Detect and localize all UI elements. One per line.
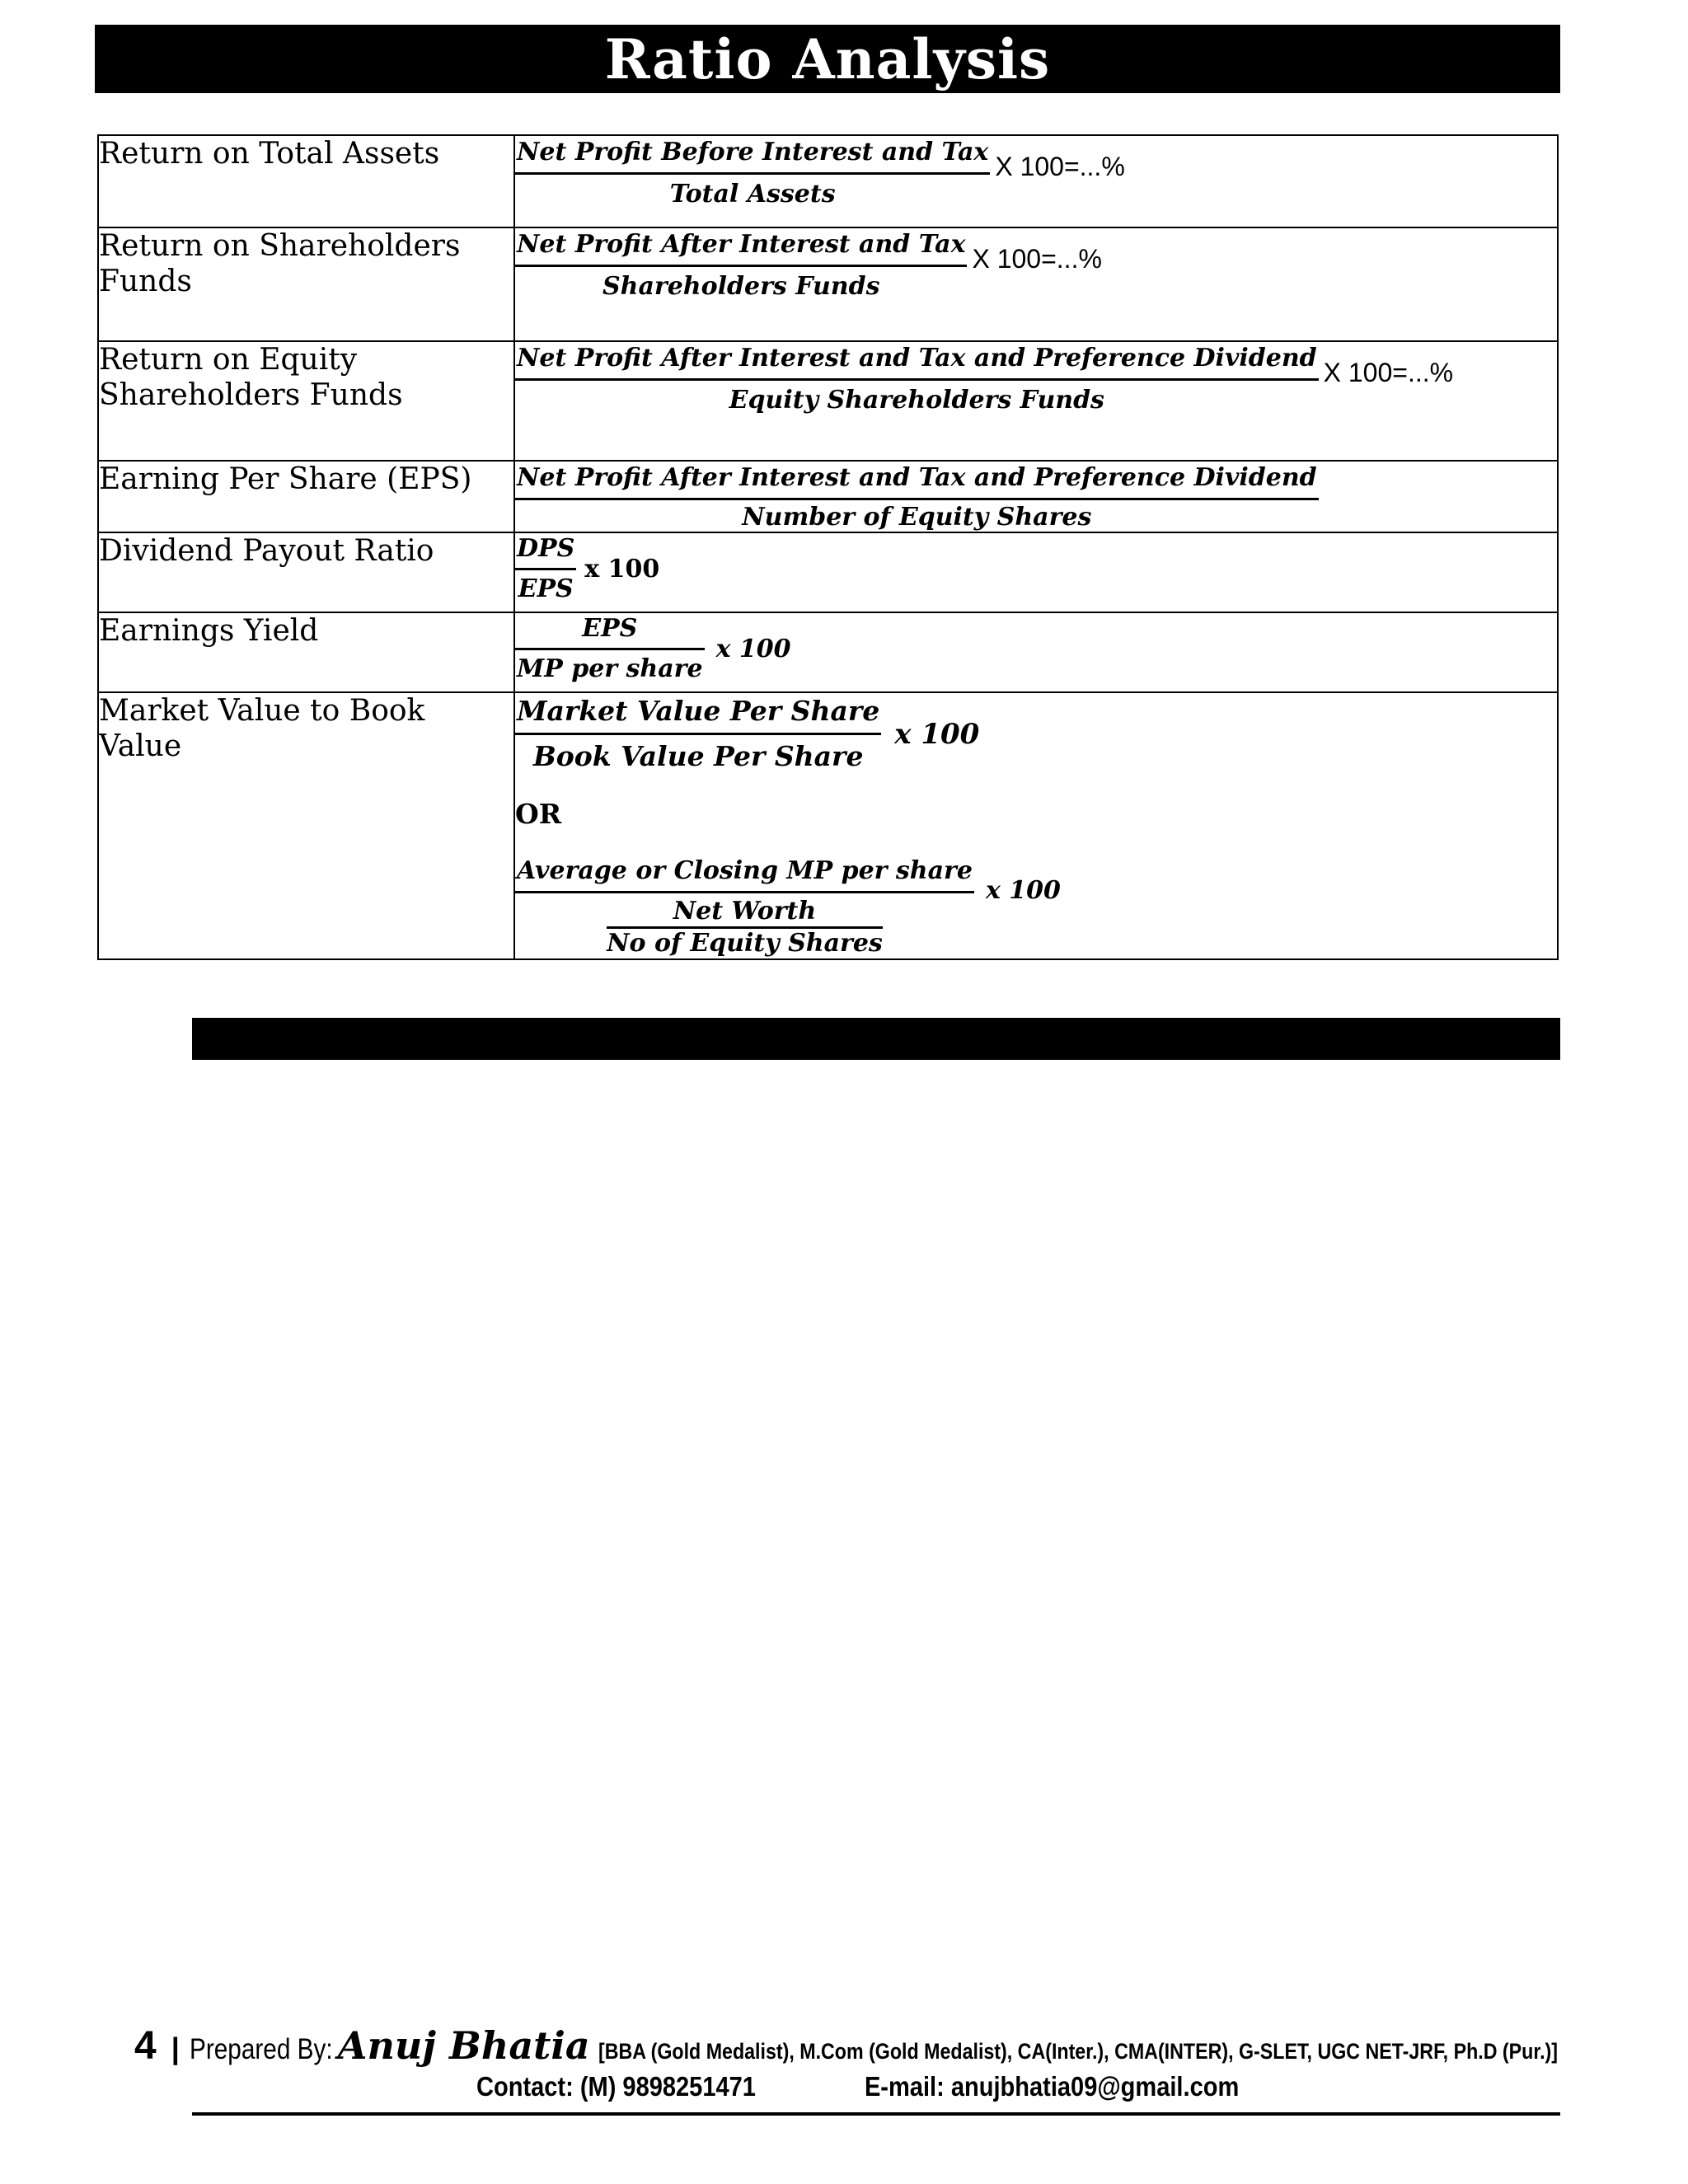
formula-fraction	[515, 613, 705, 685]
page-title: Ratio Analysis	[604, 26, 1051, 91]
formula-multiplier: x 100	[894, 717, 980, 751]
formula-multiplier: x 100	[985, 875, 1061, 905]
formula-fraction	[515, 462, 1319, 532]
contact-phone: Contact: (M) 9898251471	[476, 2071, 756, 2102]
formula-fraction	[515, 342, 1319, 417]
ratio-name: Market Value to Book Value	[98, 692, 514, 959]
formula-numerator: DPS	[515, 533, 576, 570]
formula-multiplier: X 100=...%	[1323, 358, 1454, 387]
ratio-formula	[514, 461, 1558, 532]
formula-multiplier: X 100=...%	[972, 244, 1102, 274]
formula-fraction-alt	[515, 855, 974, 958]
nested-fraction	[607, 897, 883, 958]
formula-fraction	[515, 693, 881, 775]
ratio-formula	[514, 692, 1558, 959]
prepared-by-label: Prepared By:	[189, 2033, 333, 2065]
page-number: 4	[134, 2024, 157, 2068]
ratio-name: Dividend Payout Ratio	[98, 532, 514, 612]
formula-fraction	[515, 228, 967, 303]
formula-denominator: MP per share	[517, 654, 703, 683]
formula-fraction	[515, 136, 990, 211]
table-row	[98, 612, 1558, 692]
formula-numerator: Net Profit After Interest and Tax	[515, 228, 967, 267]
or-label: OR	[515, 798, 562, 830]
nested-numerator: Net Worth	[607, 897, 883, 929]
table-row	[98, 692, 1558, 959]
ratio-name: Earning Per Share (EPS)	[98, 461, 514, 532]
nested-denominator: No of Equity Shares	[607, 929, 883, 958]
ratio-name: Return on Total Assets	[98, 135, 514, 227]
author-qualifications: [BBA (Gold Medalist), M.Com (Gold Medalist), CA(Inter.), CMA(INTER), G-SLET, UGC NET-JRF, Ph.D (Pur.)]	[598, 2039, 1558, 2064]
formula-numerator: Net Profit Before Interest and Tax	[515, 136, 990, 175]
formula-numerator: Market Value Per Share	[515, 693, 881, 735]
formula-numerator: Average or Closing MP per share	[515, 855, 974, 893]
table-row	[98, 227, 1558, 341]
ratio-formula	[514, 612, 1558, 692]
formula-numerator: Net Profit After Interest and Tax and Preference Dividend	[515, 342, 1319, 381]
table-row	[98, 341, 1558, 461]
formula-multiplier: x 100	[584, 555, 660, 583]
formula-denominator: Book Value Per Share	[532, 740, 864, 772]
formula-denominator: Equity Shareholders Funds	[729, 386, 1104, 415]
table-row	[98, 135, 1558, 227]
formula-denominator	[515, 893, 974, 958]
formula-numerator: EPS	[515, 613, 705, 650]
footer-credit	[134, 2023, 1688, 2069]
formula-multiplier: x 100	[715, 635, 791, 663]
ratio-name: Earnings Yield	[98, 612, 514, 692]
contact-email: E-mail: anujbhatia09@gmail.com	[864, 2071, 1240, 2102]
author-name: Anuj Bhatia	[337, 2023, 590, 2068]
ratio-name: Return on Equity Shareholders Funds	[98, 341, 514, 461]
formula-denominator: Shareholders Funds	[602, 272, 880, 301]
title-banner	[95, 25, 1560, 93]
ratio-name: Return on Shareholders Funds	[98, 227, 514, 341]
ratio-formula	[514, 341, 1558, 461]
formula-denominator: Number of Equity Shares	[742, 503, 1092, 532]
formula-multiplier: X 100=...%	[995, 152, 1125, 181]
ratio-formula	[514, 227, 1558, 341]
separator: |	[171, 2032, 180, 2065]
ratio-table	[97, 134, 1559, 960]
table-row	[98, 532, 1558, 612]
divider-bar	[192, 1018, 1560, 1060]
formula-fraction	[515, 533, 576, 605]
ratio-formula	[514, 135, 1558, 227]
footer-rule	[192, 2112, 1560, 2116]
formula-denominator: Total Assets	[669, 180, 836, 209]
table-row	[98, 461, 1558, 532]
footer-contact	[476, 2071, 1239, 2102]
formula-numerator: Net Profit After Interest and Tax and Preference Dividend	[515, 462, 1319, 500]
ratio-formula	[514, 532, 1558, 612]
formula-denominator: EPS	[518, 574, 574, 603]
